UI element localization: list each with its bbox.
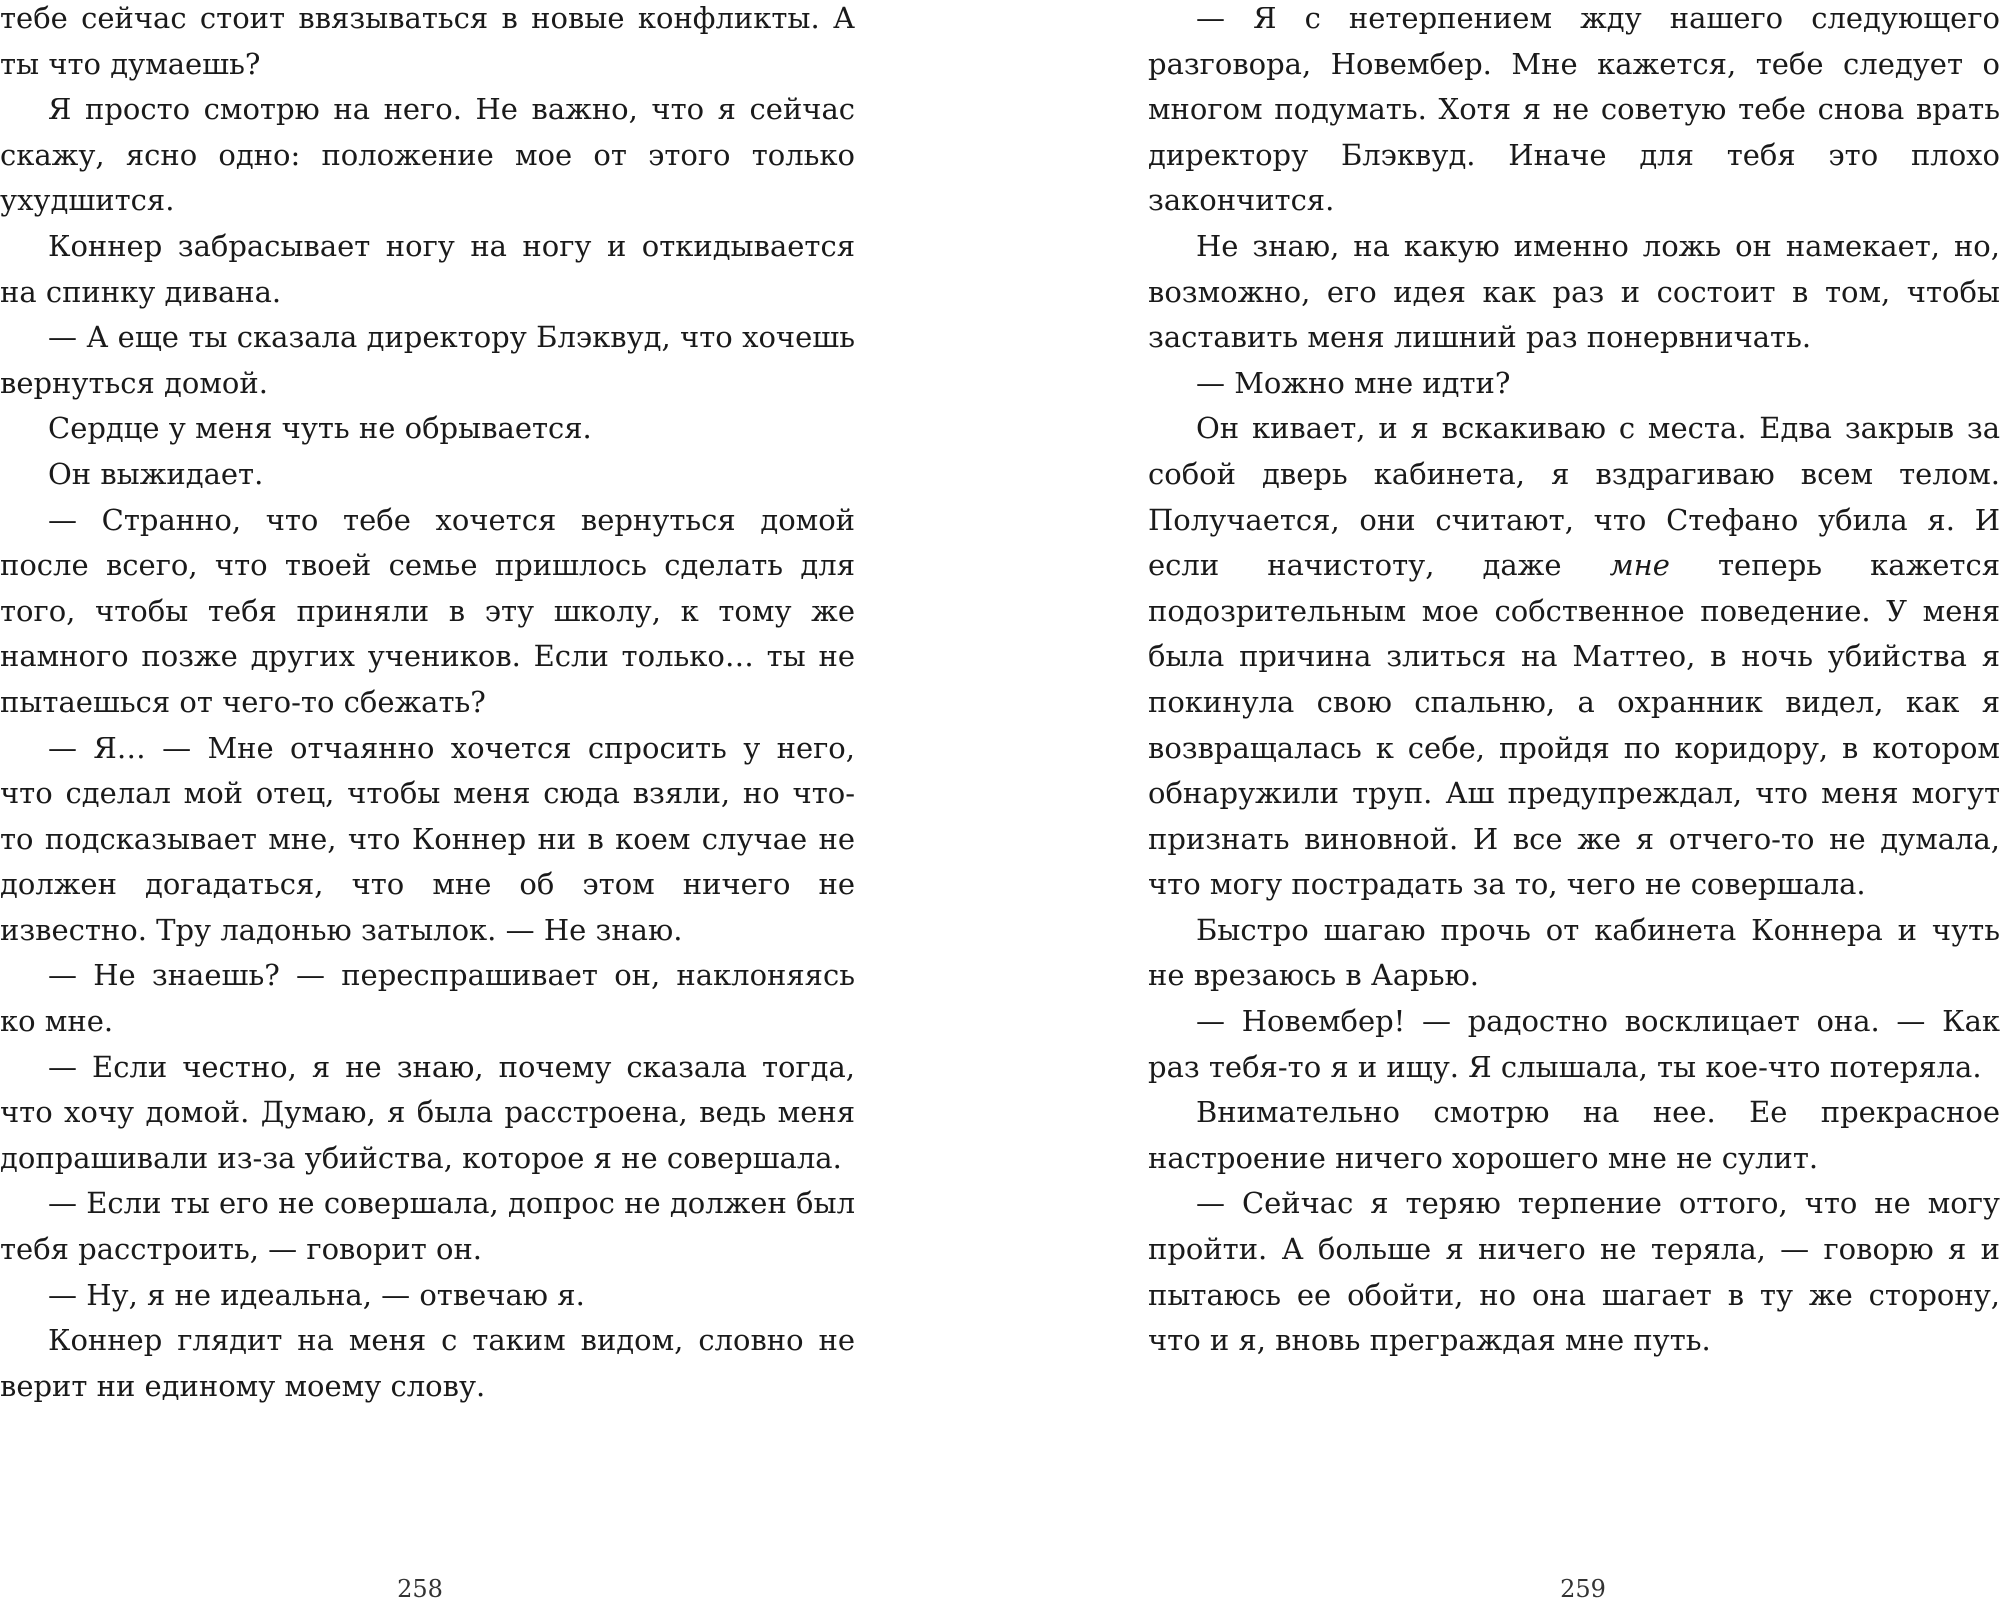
paragraph: — А еще ты сказала директору Блэквуд, что хочешь вернуться домой. bbox=[0, 320, 855, 400]
page-number: 259 bbox=[1560, 1575, 1606, 1603]
left-page-text bbox=[0, 0, 855, 1409]
paragraph: — Новембер! — радостно восклицает она. — Как раз тебя-то я и ищу. Я слышала, ты кое-что потеряла. bbox=[1148, 1004, 2000, 1084]
paragraph bbox=[1148, 406, 2000, 908]
paragraph: Быстро шагаю прочь от кабинета Коннера и чуть не врезаюсь в Аарью. bbox=[1148, 912, 2000, 993]
paragraph: Я просто смотрю на него. Не важно, что я сейчас скажу, ясно одно: положение мое от этого только ухудшится. bbox=[0, 92, 855, 218]
paragraph: — Можно мне идти? bbox=[1196, 365, 1511, 400]
paragraph: Внимательно смотрю на нее. Ее прекрасное настроение ничего хорошего мне не сулит. bbox=[1148, 1095, 2000, 1175]
right-page-text bbox=[1148, 0, 2000, 1364]
italic-emphasis: мне bbox=[1609, 548, 1670, 583]
paragraph: — Странно, что тебе хочется вернуться домой после всего, что твоей семье пришлось сделать для того, чтобы тебя приняли в эту школу, к тому же намного позже других учеников. Если только… ты не пытаешься от чего-то сбежать? bbox=[0, 502, 855, 719]
page-number: 258 bbox=[397, 1575, 443, 1603]
paragraph: — Если ты его не совершала, допрос не должен был тебя расстроить, — говорит он. bbox=[0, 1186, 855, 1267]
paragraph: — Сейчас я теряю терпение оттого, что не могу пройти. А больше я ничего не теряла, — говорю я и пытаюсь ее обойти, но она шагает в ту же сторону, что и я, вновь преграждая мне путь. bbox=[1148, 1186, 2000, 1358]
paragraph: Он выжидает. bbox=[48, 456, 264, 491]
paragraph: — Я… — Мне отчаянно хочется спросить у него, что сделал мой отец, чтобы меня сюда взяли, но что-то подсказывает мне, что Коннер ни в коем случае не должен догадаться, что мне об этом ничего не известно. Тру ладонью затылок. — Не знаю. bbox=[0, 730, 855, 947]
paragraph: Не знаю, на какую именно ложь он намекает, но, возможно, его идея как раз и состоит в том, чтобы заставить меня лишний раз понервничать. bbox=[1148, 228, 2000, 355]
paragraph: Сердце у меня чуть не обрывается. bbox=[48, 411, 592, 446]
paragraph: тебе сейчас стоит ввязываться в новые конфликты. А ты что думаешь? bbox=[0, 1, 855, 81]
paragraph-text: Он кивает, и я вскакиваю с места. Едва закрыв за собой дверь кабинета, я вздрагиваю всем телом. Получается, они считают, что Стефано убила я. И если начистоту, даже bbox=[1148, 411, 2000, 583]
paragraph-text: теперь кажется подозрительным мое собственное поведение. У меня была причина злиться на Маттео, в ночь убийства я покинула свою спальню, а охранник видел, как я возвращалась к себе, пройдя по коридору, в котором обнаружили труп. Аш предупреждал, что меня могут признать виновной. И все же я отчего-то не думала, что могу пострадать за то, чего не совершала. bbox=[1148, 548, 2000, 902]
paragraph: Коннер забрасывает ногу на ногу и откидывается на спинку дивана. bbox=[0, 228, 855, 309]
paragraph: — Ну, я не идеальна, — отвечаю я. bbox=[48, 1277, 585, 1312]
paragraph: — Если честно, я не знаю, почему сказала тогда, что хочу домой. Думаю, я была расстроена, ведь меня допрашивали из-за убийства, которое я не совершала. bbox=[0, 1049, 855, 1175]
left-page bbox=[0, 0, 855, 1603]
paragraph: — Я с нетерпением жду нашего следующего разговора, Новембер. Мне кажется, тебе следует о многом подумать. Хотя я не советую тебе снова врать директору Блэквуд. Иначе для тебя это плохо закончится. bbox=[1148, 1, 2000, 218]
right-page bbox=[1148, 0, 2000, 1603]
paragraph: Коннер глядит на меня с таким видом, словно не верит ни единому моему слову. bbox=[0, 1323, 855, 1403]
paragraph: — Не знаешь? — переспрашивает он, наклоняясь ко мне. bbox=[0, 958, 855, 1039]
